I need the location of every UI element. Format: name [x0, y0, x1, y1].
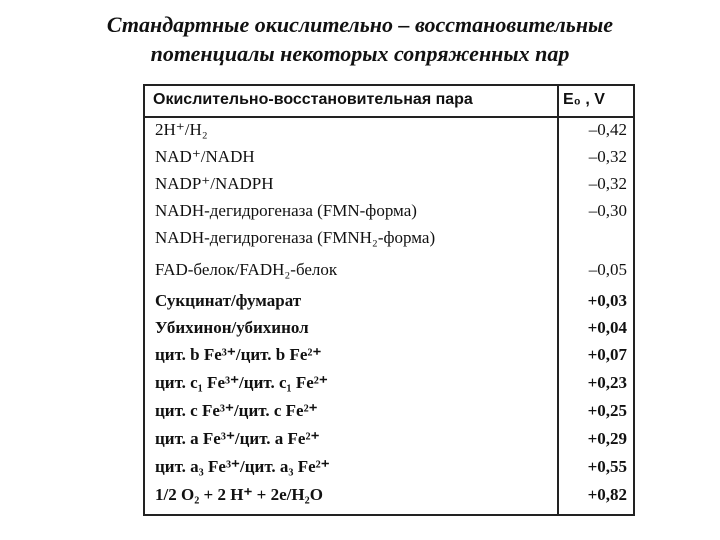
row-value: –0,32	[588, 147, 627, 166]
row-pair: NADH-дегидрогеназа (FMNH₂-форма)	[155, 228, 436, 247]
row-pair: NAD⁺/NADH	[155, 147, 255, 166]
row-pair: NADP⁺/NADPH	[155, 174, 274, 193]
row-pair: Сукцинат/фумарат	[155, 291, 302, 310]
table-row	[145, 118, 633, 144]
row-value: +0,29	[587, 429, 627, 448]
row-pair: цит. a₃ Fe³⁺/цит. a₃ Fe²⁺	[155, 457, 330, 476]
row-value: +0,25	[587, 401, 627, 420]
row-value: +0,07	[587, 345, 627, 364]
table-header	[145, 86, 633, 118]
table-row	[145, 455, 633, 481]
title-line-2: потенциалы некоторых сопряженных пар	[150, 41, 570, 66]
row-pair: Убихинон/убихинол	[155, 318, 309, 337]
table-row	[145, 483, 633, 509]
title-line-1: Стандартные окислительно – восстановительные	[106, 12, 614, 37]
table-row	[145, 172, 633, 198]
row-value: –0,42	[588, 120, 627, 139]
table-row	[145, 399, 633, 425]
row-value: +0,23	[587, 373, 627, 392]
row-value: +0,03	[587, 291, 627, 310]
row-pair: NADH-дегидрогеназа (FMN-форма)	[155, 201, 417, 220]
redox-potential-table	[143, 84, 635, 516]
page-title	[0, 10, 720, 68]
row-value: +0,55	[587, 457, 627, 476]
row-pair: цит. a Fe³⁺/цит. a Fe²⁺	[155, 429, 320, 448]
table-row	[145, 226, 633, 252]
row-value: –0,05	[588, 260, 627, 279]
row-pair: цит. b Fe³⁺/цит. b Fe²⁺	[155, 345, 322, 364]
row-value: +0,04	[587, 318, 627, 337]
row-pair: цит. c Fe³⁺/цит. c Fe²⁺	[155, 401, 318, 420]
row-pair: 1/2 O₂ + 2 H⁺ + 2e/H₂O	[155, 485, 323, 504]
table-row	[145, 343, 633, 369]
header-pair: Окислительно-восстановительная пара	[153, 91, 473, 108]
table-row	[145, 258, 633, 284]
row-value: –0,32	[588, 174, 627, 193]
row-pair: 2H⁺/H₂	[155, 120, 208, 139]
table-row	[145, 199, 633, 225]
table-row	[145, 289, 633, 315]
table-row	[145, 427, 633, 453]
row-value: –0,30	[588, 201, 627, 220]
table-row	[145, 316, 633, 342]
row-pair: цит. c₁ Fe³⁺/цит. c₁ Fe²⁺	[155, 373, 328, 392]
table-row	[145, 371, 633, 397]
table-row	[145, 145, 633, 171]
header-e0: E₀ , V	[563, 91, 605, 108]
row-value: +0,82	[587, 485, 627, 504]
row-pair: FAD-белок/FADH₂-белок	[155, 260, 338, 279]
